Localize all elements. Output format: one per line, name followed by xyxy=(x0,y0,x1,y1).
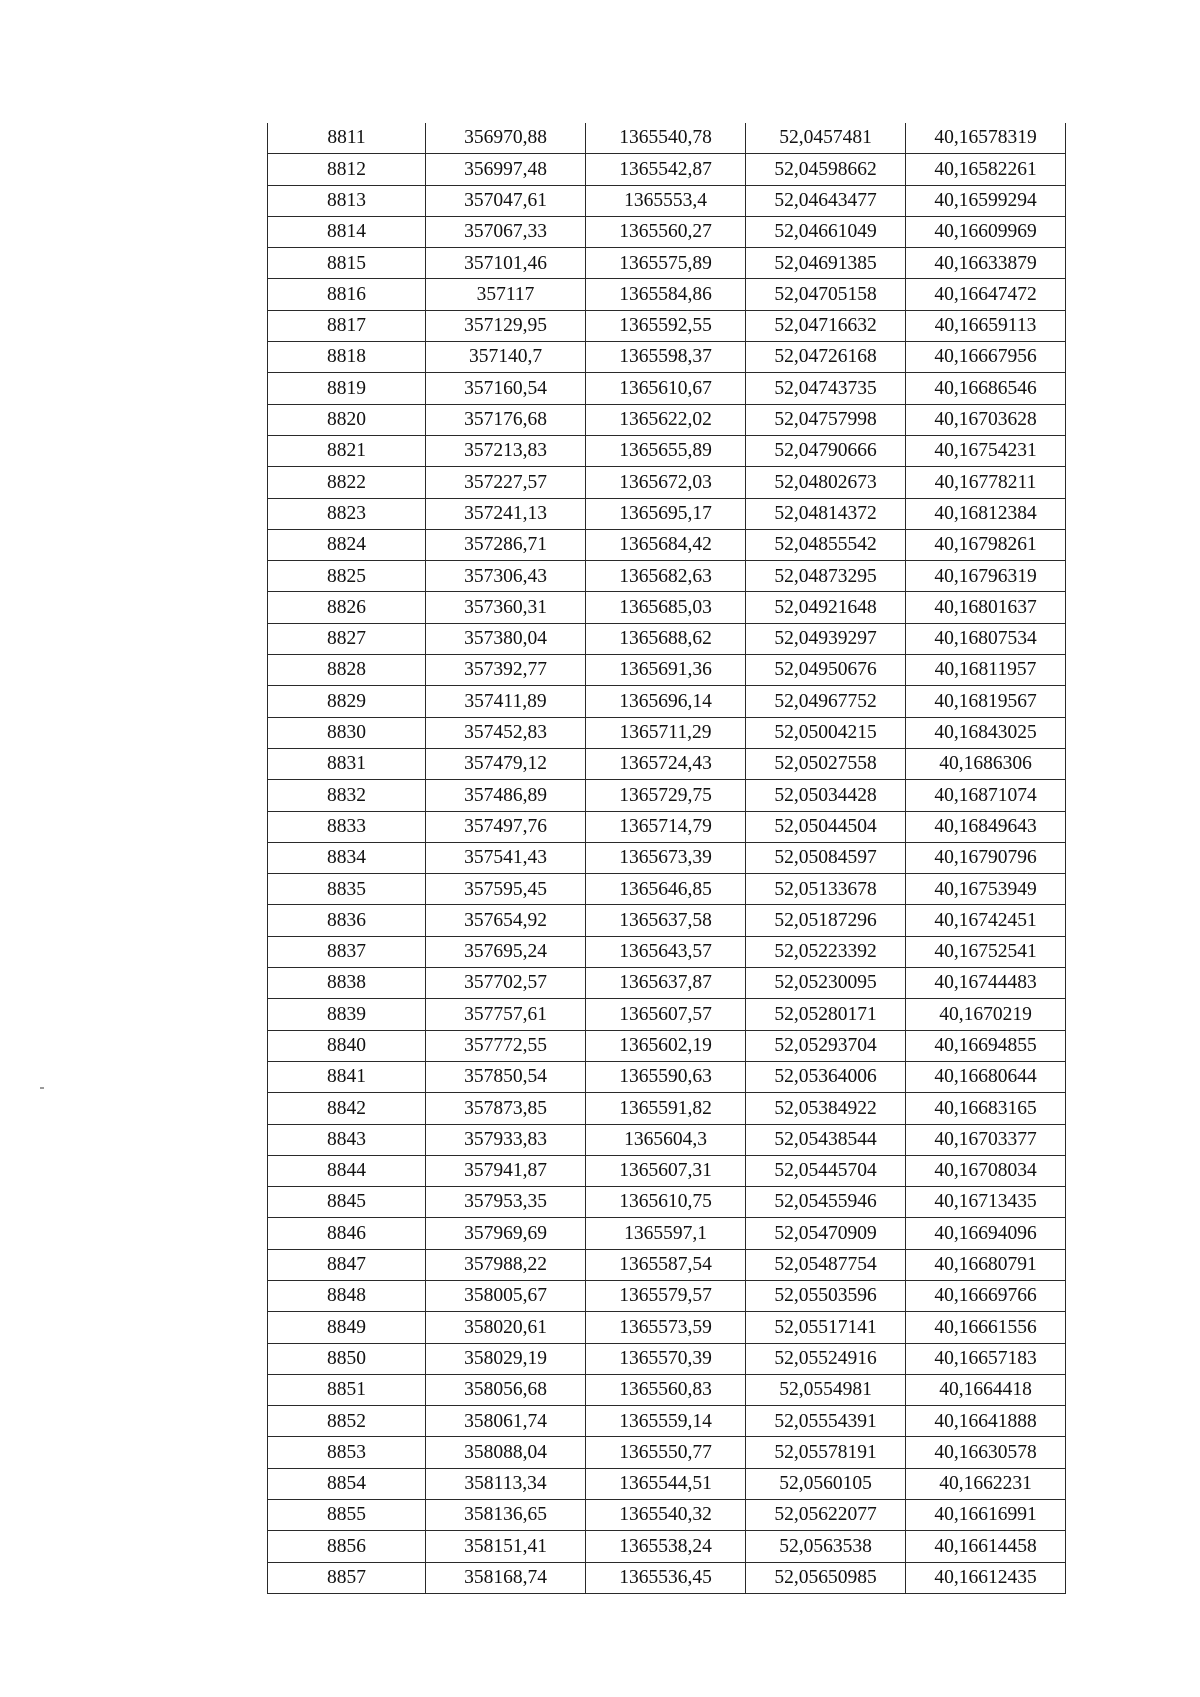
latitude-cell: 52,04855542 xyxy=(746,529,906,560)
latitude-cell: 52,05293704 xyxy=(746,1030,906,1061)
table-row xyxy=(268,467,1066,498)
longitude-cell: 40,16680791 xyxy=(906,1249,1066,1280)
longitude-cell: 40,16582261 xyxy=(906,154,1066,185)
point-number-cell: 8856 xyxy=(268,1531,426,1562)
point-number-cell: 8838 xyxy=(268,968,426,999)
x-coordinate-cell: 357702,57 xyxy=(426,968,586,999)
scan-speck xyxy=(40,1087,44,1089)
longitude-cell: 40,16616991 xyxy=(906,1500,1066,1531)
longitude-cell: 40,16713435 xyxy=(906,1187,1066,1218)
x-coordinate-cell: 357595,45 xyxy=(426,874,586,905)
latitude-cell: 52,05187296 xyxy=(746,905,906,936)
table-row xyxy=(268,1030,1066,1061)
point-number-cell: 8830 xyxy=(268,717,426,748)
y-coordinate-cell: 1365570,39 xyxy=(586,1343,746,1374)
longitude-cell: 40,16790796 xyxy=(906,842,1066,873)
y-coordinate-cell: 1365637,58 xyxy=(586,905,746,936)
longitude-cell: 40,16807534 xyxy=(906,623,1066,654)
table-row xyxy=(268,154,1066,185)
latitude-cell: 52,04790666 xyxy=(746,435,906,466)
x-coordinate-cell: 357101,46 xyxy=(426,248,586,279)
y-coordinate-cell: 1365573,59 xyxy=(586,1312,746,1343)
latitude-cell: 52,05084597 xyxy=(746,842,906,873)
y-coordinate-cell: 1365575,89 xyxy=(586,248,746,279)
longitude-cell: 40,16659113 xyxy=(906,310,1066,341)
point-number-cell: 8853 xyxy=(268,1437,426,1468)
point-number-cell: 8839 xyxy=(268,999,426,1030)
latitude-cell: 52,0457481 xyxy=(746,123,906,154)
table-row xyxy=(268,999,1066,1030)
point-number-cell: 8811 xyxy=(268,123,426,154)
latitude-cell: 52,05133678 xyxy=(746,874,906,905)
longitude-cell: 40,16630578 xyxy=(906,1437,1066,1468)
table-row xyxy=(268,592,1066,623)
latitude-cell: 52,05438544 xyxy=(746,1124,906,1155)
x-coordinate-cell: 357873,85 xyxy=(426,1093,586,1124)
longitude-cell: 40,16661556 xyxy=(906,1312,1066,1343)
point-number-cell: 8857 xyxy=(268,1562,426,1593)
y-coordinate-cell: 1365610,75 xyxy=(586,1187,746,1218)
y-coordinate-cell: 1365584,86 xyxy=(586,279,746,310)
point-number-cell: 8846 xyxy=(268,1218,426,1249)
x-coordinate-cell: 358088,04 xyxy=(426,1437,586,1468)
y-coordinate-cell: 1365559,14 xyxy=(586,1406,746,1437)
y-coordinate-cell: 1365597,1 xyxy=(586,1218,746,1249)
point-number-cell: 8834 xyxy=(268,842,426,873)
longitude-cell: 40,1670219 xyxy=(906,999,1066,1030)
point-number-cell: 8832 xyxy=(268,780,426,811)
x-coordinate-cell: 357452,83 xyxy=(426,717,586,748)
point-number-cell: 8844 xyxy=(268,1155,426,1186)
x-coordinate-cell: 357360,31 xyxy=(426,592,586,623)
x-coordinate-cell: 357176,68 xyxy=(426,404,586,435)
point-number-cell: 8850 xyxy=(268,1343,426,1374)
point-number-cell: 8821 xyxy=(268,435,426,466)
table-row xyxy=(268,1061,1066,1092)
table-row xyxy=(268,936,1066,967)
longitude-cell: 40,16811957 xyxy=(906,655,1066,686)
x-coordinate-cell: 357541,43 xyxy=(426,842,586,873)
latitude-cell: 52,04802673 xyxy=(746,467,906,498)
point-number-cell: 8818 xyxy=(268,342,426,373)
latitude-cell: 52,04950676 xyxy=(746,655,906,686)
point-number-cell: 8843 xyxy=(268,1124,426,1155)
longitude-cell: 40,16753949 xyxy=(906,874,1066,905)
x-coordinate-cell: 357227,57 xyxy=(426,467,586,498)
table-row xyxy=(268,216,1066,247)
point-number-cell: 8815 xyxy=(268,248,426,279)
latitude-cell: 52,0560105 xyxy=(746,1468,906,1499)
longitude-cell: 40,16614458 xyxy=(906,1531,1066,1562)
table-row xyxy=(268,968,1066,999)
table-row xyxy=(268,1531,1066,1562)
latitude-cell: 52,05650985 xyxy=(746,1562,906,1593)
point-number-cell: 8828 xyxy=(268,655,426,686)
latitude-cell: 52,05027558 xyxy=(746,748,906,779)
longitude-cell: 40,16694855 xyxy=(906,1030,1066,1061)
point-number-cell: 8813 xyxy=(268,185,426,216)
longitude-cell: 40,16680644 xyxy=(906,1061,1066,1092)
point-number-cell: 8822 xyxy=(268,467,426,498)
point-number-cell: 8855 xyxy=(268,1500,426,1531)
point-number-cell: 8841 xyxy=(268,1061,426,1092)
x-coordinate-cell: 357213,83 xyxy=(426,435,586,466)
longitude-cell: 40,16703628 xyxy=(906,404,1066,435)
table-row xyxy=(268,717,1066,748)
y-coordinate-cell: 1365711,29 xyxy=(586,717,746,748)
point-number-cell: 8827 xyxy=(268,623,426,654)
longitude-cell: 40,16708034 xyxy=(906,1155,1066,1186)
longitude-cell: 40,16694096 xyxy=(906,1218,1066,1249)
longitude-cell: 40,16703377 xyxy=(906,1124,1066,1155)
x-coordinate-cell: 357067,33 xyxy=(426,216,586,247)
longitude-cell: 40,16657183 xyxy=(906,1343,1066,1374)
point-number-cell: 8852 xyxy=(268,1406,426,1437)
table-row xyxy=(268,498,1066,529)
x-coordinate-cell: 357160,54 xyxy=(426,373,586,404)
y-coordinate-cell: 1365540,32 xyxy=(586,1500,746,1531)
x-coordinate-cell: 356997,48 xyxy=(426,154,586,185)
x-coordinate-cell: 358168,74 xyxy=(426,1562,586,1593)
longitude-cell: 40,1662231 xyxy=(906,1468,1066,1499)
longitude-cell: 40,16796319 xyxy=(906,561,1066,592)
point-number-cell: 8819 xyxy=(268,373,426,404)
table-row xyxy=(268,1093,1066,1124)
point-number-cell: 8854 xyxy=(268,1468,426,1499)
point-number-cell: 8825 xyxy=(268,561,426,592)
longitude-cell: 40,16641888 xyxy=(906,1406,1066,1437)
x-coordinate-cell: 357772,55 xyxy=(426,1030,586,1061)
longitude-cell: 40,16812384 xyxy=(906,498,1066,529)
x-coordinate-cell: 358056,68 xyxy=(426,1374,586,1405)
table-row xyxy=(268,310,1066,341)
x-coordinate-cell: 357117 xyxy=(426,279,586,310)
table-row xyxy=(268,1218,1066,1249)
coordinates-table-body xyxy=(268,123,1066,1593)
latitude-cell: 52,0563538 xyxy=(746,1531,906,1562)
table-row xyxy=(268,123,1066,154)
x-coordinate-cell: 356970,88 xyxy=(426,123,586,154)
y-coordinate-cell: 1365610,67 xyxy=(586,373,746,404)
table-row xyxy=(268,1312,1066,1343)
y-coordinate-cell: 1365540,78 xyxy=(586,123,746,154)
latitude-cell: 52,04643477 xyxy=(746,185,906,216)
y-coordinate-cell: 1365729,75 xyxy=(586,780,746,811)
table-row xyxy=(268,185,1066,216)
point-number-cell: 8845 xyxy=(268,1187,426,1218)
longitude-cell: 40,16754231 xyxy=(906,435,1066,466)
y-coordinate-cell: 1365560,27 xyxy=(586,216,746,247)
table-row xyxy=(268,1406,1066,1437)
latitude-cell: 52,04967752 xyxy=(746,686,906,717)
y-coordinate-cell: 1365544,51 xyxy=(586,1468,746,1499)
longitude-cell: 40,16843025 xyxy=(906,717,1066,748)
x-coordinate-cell: 358029,19 xyxy=(426,1343,586,1374)
y-coordinate-cell: 1365553,4 xyxy=(586,185,746,216)
point-number-cell: 8847 xyxy=(268,1249,426,1280)
table-row xyxy=(268,1155,1066,1186)
latitude-cell: 52,04873295 xyxy=(746,561,906,592)
y-coordinate-cell: 1365538,24 xyxy=(586,1531,746,1562)
y-coordinate-cell: 1365604,3 xyxy=(586,1124,746,1155)
y-coordinate-cell: 1365637,87 xyxy=(586,968,746,999)
longitude-cell: 40,16599294 xyxy=(906,185,1066,216)
x-coordinate-cell: 357695,24 xyxy=(426,936,586,967)
y-coordinate-cell: 1365622,02 xyxy=(586,404,746,435)
latitude-cell: 52,04814372 xyxy=(746,498,906,529)
latitude-cell: 52,04716632 xyxy=(746,310,906,341)
table-row xyxy=(268,279,1066,310)
longitude-cell: 40,16798261 xyxy=(906,529,1066,560)
longitude-cell: 40,16609969 xyxy=(906,216,1066,247)
y-coordinate-cell: 1365714,79 xyxy=(586,811,746,842)
table-row xyxy=(268,435,1066,466)
point-number-cell: 8817 xyxy=(268,310,426,341)
y-coordinate-cell: 1365646,85 xyxy=(586,874,746,905)
longitude-cell: 40,16667956 xyxy=(906,342,1066,373)
point-number-cell: 8851 xyxy=(268,1374,426,1405)
y-coordinate-cell: 1365591,82 xyxy=(586,1093,746,1124)
x-coordinate-cell: 358151,41 xyxy=(426,1531,586,1562)
latitude-cell: 52,05230095 xyxy=(746,968,906,999)
x-coordinate-cell: 357479,12 xyxy=(426,748,586,779)
y-coordinate-cell: 1365607,31 xyxy=(586,1155,746,1186)
x-coordinate-cell: 357380,04 xyxy=(426,623,586,654)
latitude-cell: 52,05384922 xyxy=(746,1093,906,1124)
y-coordinate-cell: 1365542,87 xyxy=(586,154,746,185)
x-coordinate-cell: 357933,83 xyxy=(426,1124,586,1155)
x-coordinate-cell: 357241,13 xyxy=(426,498,586,529)
longitude-cell: 40,16683165 xyxy=(906,1093,1066,1124)
table-row xyxy=(268,342,1066,373)
longitude-cell: 40,16752541 xyxy=(906,936,1066,967)
point-number-cell: 8833 xyxy=(268,811,426,842)
longitude-cell: 40,16669766 xyxy=(906,1280,1066,1311)
point-number-cell: 8829 xyxy=(268,686,426,717)
y-coordinate-cell: 1365691,36 xyxy=(586,655,746,686)
x-coordinate-cell: 358005,67 xyxy=(426,1280,586,1311)
x-coordinate-cell: 357140,7 xyxy=(426,342,586,373)
y-coordinate-cell: 1365607,57 xyxy=(586,999,746,1030)
y-coordinate-cell: 1365590,63 xyxy=(586,1061,746,1092)
x-coordinate-cell: 357411,89 xyxy=(426,686,586,717)
x-coordinate-cell: 358136,65 xyxy=(426,1500,586,1531)
x-coordinate-cell: 357306,43 xyxy=(426,561,586,592)
table-row xyxy=(268,686,1066,717)
x-coordinate-cell: 358020,61 xyxy=(426,1312,586,1343)
table-row xyxy=(268,780,1066,811)
latitude-cell: 52,0554981 xyxy=(746,1374,906,1405)
longitude-cell: 40,16612435 xyxy=(906,1562,1066,1593)
table-row xyxy=(268,1280,1066,1311)
point-number-cell: 8837 xyxy=(268,936,426,967)
table-row xyxy=(268,1374,1066,1405)
point-number-cell: 8824 xyxy=(268,529,426,560)
table-row xyxy=(268,811,1066,842)
table-row xyxy=(268,248,1066,279)
table-row xyxy=(268,748,1066,779)
x-coordinate-cell: 357850,54 xyxy=(426,1061,586,1092)
point-number-cell: 8823 xyxy=(268,498,426,529)
latitude-cell: 52,05034428 xyxy=(746,780,906,811)
latitude-cell: 52,05455946 xyxy=(746,1187,906,1218)
latitude-cell: 52,04743735 xyxy=(746,373,906,404)
y-coordinate-cell: 1365724,43 xyxy=(586,748,746,779)
table-row xyxy=(268,874,1066,905)
table-row xyxy=(268,655,1066,686)
y-coordinate-cell: 1365579,57 xyxy=(586,1280,746,1311)
coordinates-table xyxy=(267,123,1066,1594)
longitude-cell: 40,16778211 xyxy=(906,467,1066,498)
table-row xyxy=(268,1562,1066,1593)
x-coordinate-cell: 358061,74 xyxy=(426,1406,586,1437)
x-coordinate-cell: 357497,76 xyxy=(426,811,586,842)
point-number-cell: 8836 xyxy=(268,905,426,936)
table-row xyxy=(268,1500,1066,1531)
table-row xyxy=(268,1437,1066,1468)
longitude-cell: 40,16744483 xyxy=(906,968,1066,999)
y-coordinate-cell: 1365673,39 xyxy=(586,842,746,873)
point-number-cell: 8812 xyxy=(268,154,426,185)
x-coordinate-cell: 357129,95 xyxy=(426,310,586,341)
table-row xyxy=(268,1124,1066,1155)
table-row xyxy=(268,1187,1066,1218)
y-coordinate-cell: 1365672,03 xyxy=(586,467,746,498)
x-coordinate-cell: 357941,87 xyxy=(426,1155,586,1186)
latitude-cell: 52,04598662 xyxy=(746,154,906,185)
x-coordinate-cell: 357654,92 xyxy=(426,905,586,936)
table-row xyxy=(268,1468,1066,1499)
table-row xyxy=(268,905,1066,936)
latitude-cell: 52,05503596 xyxy=(746,1280,906,1311)
y-coordinate-cell: 1365688,62 xyxy=(586,623,746,654)
latitude-cell: 52,05524916 xyxy=(746,1343,906,1374)
latitude-cell: 52,04921648 xyxy=(746,592,906,623)
table-row xyxy=(268,373,1066,404)
point-number-cell: 8848 xyxy=(268,1280,426,1311)
latitude-cell: 52,05622077 xyxy=(746,1500,906,1531)
point-number-cell: 8814 xyxy=(268,216,426,247)
x-coordinate-cell: 357286,71 xyxy=(426,529,586,560)
table-row xyxy=(268,404,1066,435)
table-row xyxy=(268,842,1066,873)
latitude-cell: 52,05445704 xyxy=(746,1155,906,1186)
latitude-cell: 52,05487754 xyxy=(746,1249,906,1280)
longitude-cell: 40,1686306 xyxy=(906,748,1066,779)
point-number-cell: 8849 xyxy=(268,1312,426,1343)
y-coordinate-cell: 1365696,14 xyxy=(586,686,746,717)
x-coordinate-cell: 358113,34 xyxy=(426,1468,586,1499)
latitude-cell: 52,05364006 xyxy=(746,1061,906,1092)
y-coordinate-cell: 1365655,89 xyxy=(586,435,746,466)
longitude-cell: 40,16647472 xyxy=(906,279,1066,310)
latitude-cell: 52,05223392 xyxy=(746,936,906,967)
y-coordinate-cell: 1365682,63 xyxy=(586,561,746,592)
y-coordinate-cell: 1365560,83 xyxy=(586,1374,746,1405)
latitude-cell: 52,05044504 xyxy=(746,811,906,842)
x-coordinate-cell: 357486,89 xyxy=(426,780,586,811)
y-coordinate-cell: 1365602,19 xyxy=(586,1030,746,1061)
table-row xyxy=(268,529,1066,560)
y-coordinate-cell: 1365587,54 xyxy=(586,1249,746,1280)
latitude-cell: 52,04757998 xyxy=(746,404,906,435)
y-coordinate-cell: 1365550,77 xyxy=(586,1437,746,1468)
latitude-cell: 52,05517141 xyxy=(746,1312,906,1343)
point-number-cell: 8840 xyxy=(268,1030,426,1061)
longitude-cell: 40,16801637 xyxy=(906,592,1066,623)
point-number-cell: 8826 xyxy=(268,592,426,623)
y-coordinate-cell: 1365598,37 xyxy=(586,342,746,373)
y-coordinate-cell: 1365643,57 xyxy=(586,936,746,967)
longitude-cell: 40,16819567 xyxy=(906,686,1066,717)
latitude-cell: 52,05554391 xyxy=(746,1406,906,1437)
y-coordinate-cell: 1365695,17 xyxy=(586,498,746,529)
latitude-cell: 52,04661049 xyxy=(746,216,906,247)
latitude-cell: 52,04705158 xyxy=(746,279,906,310)
y-coordinate-cell: 1365536,45 xyxy=(586,1562,746,1593)
longitude-cell: 40,16849643 xyxy=(906,811,1066,842)
latitude-cell: 52,04691385 xyxy=(746,248,906,279)
table-row xyxy=(268,1249,1066,1280)
latitude-cell: 52,05470909 xyxy=(746,1218,906,1249)
y-coordinate-cell: 1365592,55 xyxy=(586,310,746,341)
longitude-cell: 40,16742451 xyxy=(906,905,1066,936)
longitude-cell: 40,16871074 xyxy=(906,780,1066,811)
point-number-cell: 8831 xyxy=(268,748,426,779)
point-number-cell: 8835 xyxy=(268,874,426,905)
x-coordinate-cell: 357392,77 xyxy=(426,655,586,686)
point-number-cell: 8816 xyxy=(268,279,426,310)
latitude-cell: 52,05004215 xyxy=(746,717,906,748)
x-coordinate-cell: 357953,35 xyxy=(426,1187,586,1218)
longitude-cell: 40,16633879 xyxy=(906,248,1066,279)
table-row xyxy=(268,561,1066,592)
latitude-cell: 52,04726168 xyxy=(746,342,906,373)
y-coordinate-cell: 1365685,03 xyxy=(586,592,746,623)
longitude-cell: 40,16578319 xyxy=(906,123,1066,154)
longitude-cell: 40,1664418 xyxy=(906,1374,1066,1405)
point-number-cell: 8842 xyxy=(268,1093,426,1124)
table-row xyxy=(268,1343,1066,1374)
longitude-cell: 40,16686546 xyxy=(906,373,1066,404)
latitude-cell: 52,04939297 xyxy=(746,623,906,654)
latitude-cell: 52,05578191 xyxy=(746,1437,906,1468)
y-coordinate-cell: 1365684,42 xyxy=(586,529,746,560)
x-coordinate-cell: 357988,22 xyxy=(426,1249,586,1280)
x-coordinate-cell: 357047,61 xyxy=(426,185,586,216)
x-coordinate-cell: 357757,61 xyxy=(426,999,586,1030)
table-row xyxy=(268,623,1066,654)
point-number-cell: 8820 xyxy=(268,404,426,435)
x-coordinate-cell: 357969,69 xyxy=(426,1218,586,1249)
latitude-cell: 52,05280171 xyxy=(746,999,906,1030)
